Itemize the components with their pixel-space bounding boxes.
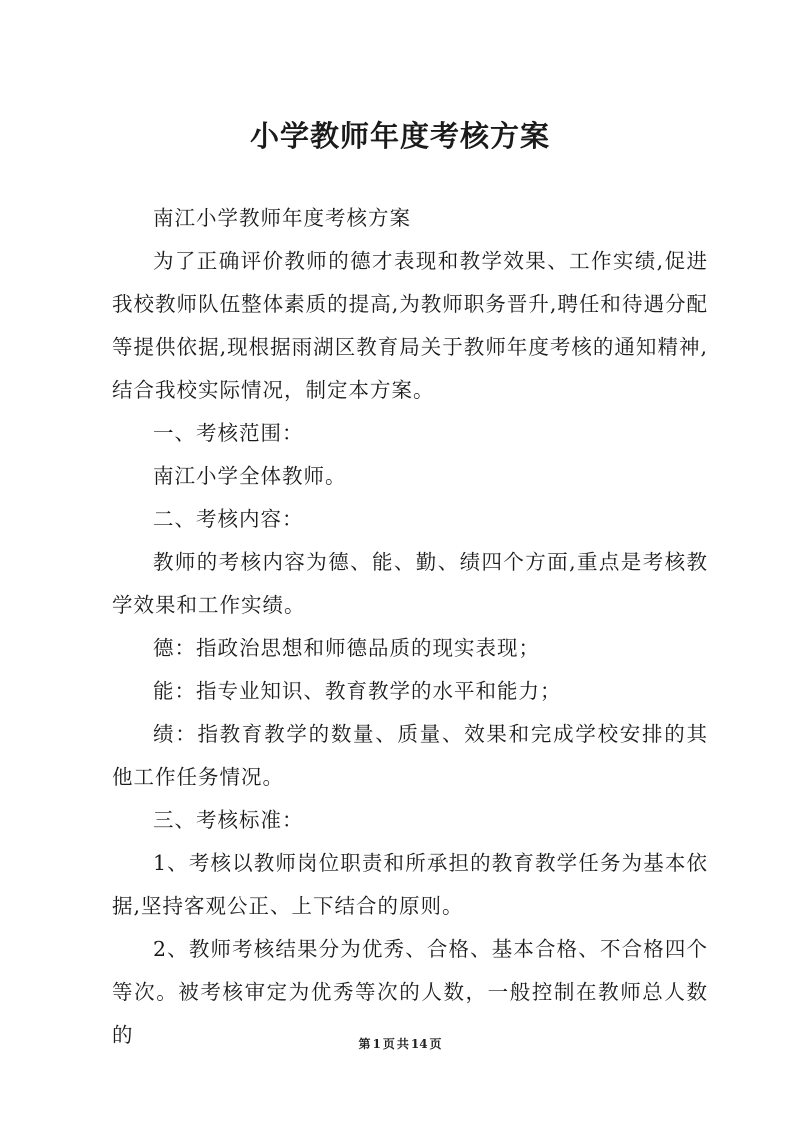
footer-page-word: 页 — [382, 1037, 395, 1051]
footer-total-word: 共 — [396, 1037, 409, 1051]
footer-suffix: 页 — [429, 1037, 442, 1051]
paragraph-scope: 南江小学全体教师。 — [153, 464, 347, 488]
paragraph-purpose: 为了正确评价教师的德才表现和教学效果、工作实绩,促进我校教师队伍整体素质的提高,为教师职务晋升,聘任和待遇分配等提供依据,现根据雨湖区教育局关于教师年度考核的通知精神,结合我校实际情况，制定本方案。 — [112, 249, 708, 402]
document-title: 小学教师年度考核方案 — [249, 119, 550, 153]
footer-total-pages: 14 — [410, 1037, 428, 1051]
paragraph-standard-2: 2、教师考核结果分为优秀、合格、基本合格、不合格四个等次。被考核审定为优秀等次的人数，一般控制在教师总人数的 — [112, 937, 708, 1047]
paragraph-content: 教师的考核内容为德、能、勤、绩四个方面,重点是考核教学效果和工作实绩。 — [112, 550, 708, 617]
paragraph-ability: 能：指专业知识、教育教学的水平和能力； — [153, 679, 562, 703]
section-heading-content: 二、考核内容： — [153, 507, 304, 531]
paragraph-standard-1: 1、考核以教师岗位职责和所承担的教育教学任务为基本依据,坚持客观公正、上下结合的原则。 — [112, 851, 708, 918]
section-heading-standard: 三、考核标准： — [153, 808, 304, 832]
paragraph-virtue: 德：指政治思想和师德品质的现实表现； — [153, 636, 540, 660]
page-footer — [0, 1036, 800, 1052]
footer-prefix: 第 — [358, 1037, 371, 1051]
document-body — [112, 197, 708, 1057]
paragraph-subtitle: 南江小学教师年度考核方案 — [153, 206, 411, 230]
paragraph-achievement: 绩：指教育教学的数量、质量、效果和完成学校安排的其他工作任务情况。 — [112, 722, 708, 789]
footer-current-page: 1 — [372, 1037, 381, 1051]
section-heading-scope: 一、考核范围： — [153, 421, 304, 445]
